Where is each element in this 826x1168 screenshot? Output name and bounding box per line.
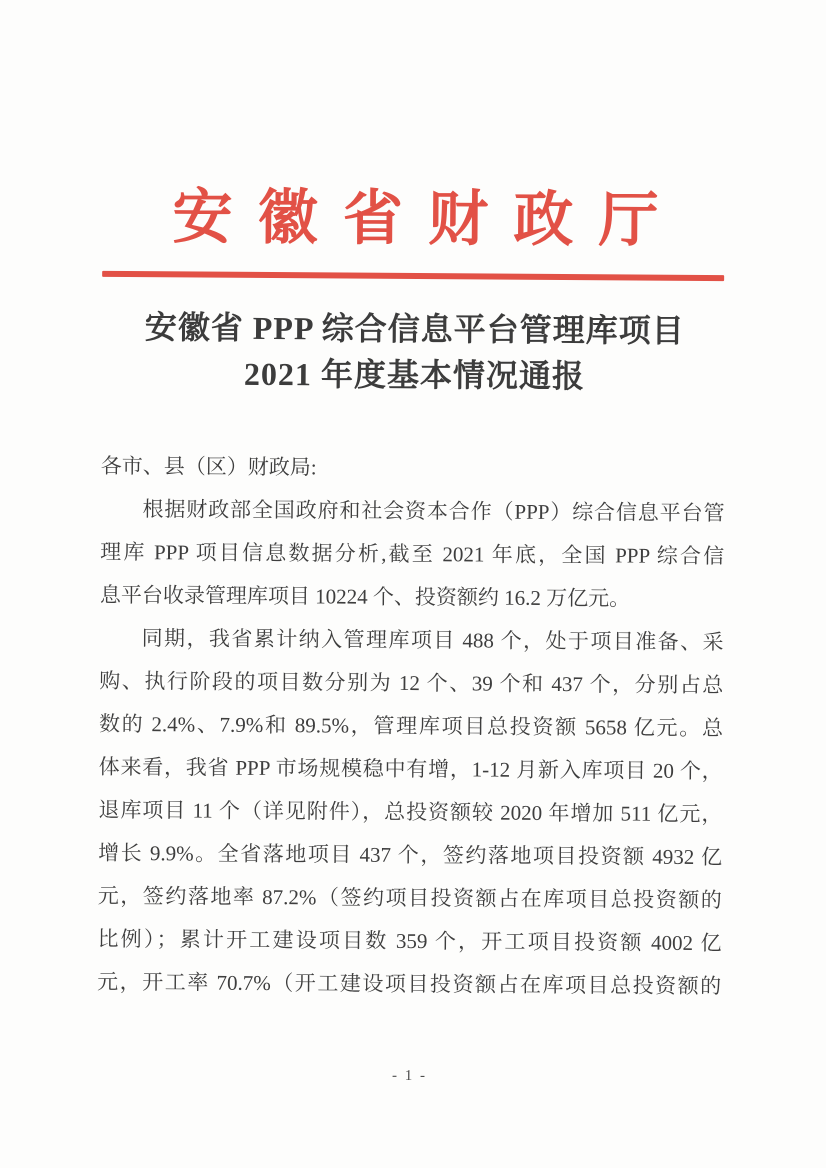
body-line: 退库项目 11 个（详见附件），总投资额较 2020 年增加 511 亿元， xyxy=(98,797,723,827)
document-body xyxy=(97,445,725,1008)
body-line: 元，开工率 70.7%（开工建设项目投资额占在库项目总投资额的 xyxy=(97,969,722,999)
body-line: 比例）；累计开工建设项目数 359 个，开工项目投资额 4002 亿 xyxy=(97,926,722,956)
body-line: 根据财政部全国政府和社会资本合作（PPP）综合信息平台管 xyxy=(142,497,725,526)
document-title-line2: 2021 年度基本情况通报 xyxy=(243,355,586,395)
body-line: 体来看，我省 PPP 市场规模稳中有增，1-12 月新入库项目 20 个， xyxy=(98,754,723,784)
body-line: 数的 2.4%、7.9%和 89.5%，管理库项目总投资额 5658 亿元。总 xyxy=(98,711,724,741)
document-title-line1: 安徽省 PPP 综合信息平台管理库项目 xyxy=(144,309,685,349)
salutation: 各市、县（区）财政局: xyxy=(100,453,317,480)
body-line: 同期，我省累计纳入管理库项目 488 个，处于项目准备、采 xyxy=(141,626,724,655)
letterhead-agency-title: 安徽省财政厅 xyxy=(172,184,684,254)
body-line: 息平台收录管理库项目 10224 个、投资额约 16.2 万亿元。 xyxy=(99,582,631,611)
body-line: 购、执行阶段的项目数分别为 12 个、39 个和 437 个，分别占总 xyxy=(99,668,724,698)
document-title xyxy=(1,303,826,401)
body-line: 增长 9.9%。全省落地项目 437 个，签约落地项目投资额 4932 亿 xyxy=(98,840,723,870)
page-number: - 1 - xyxy=(392,1067,428,1085)
body-line: 理库 PPP 项目信息数据分析,截至 2021 年底，全国 PPP 综合信 xyxy=(100,539,725,569)
body-line: 元，签约落地率 87.2%（签约项目投资额占在库项目总投资额的 xyxy=(97,883,722,913)
letterhead-divider-rule xyxy=(102,271,724,281)
